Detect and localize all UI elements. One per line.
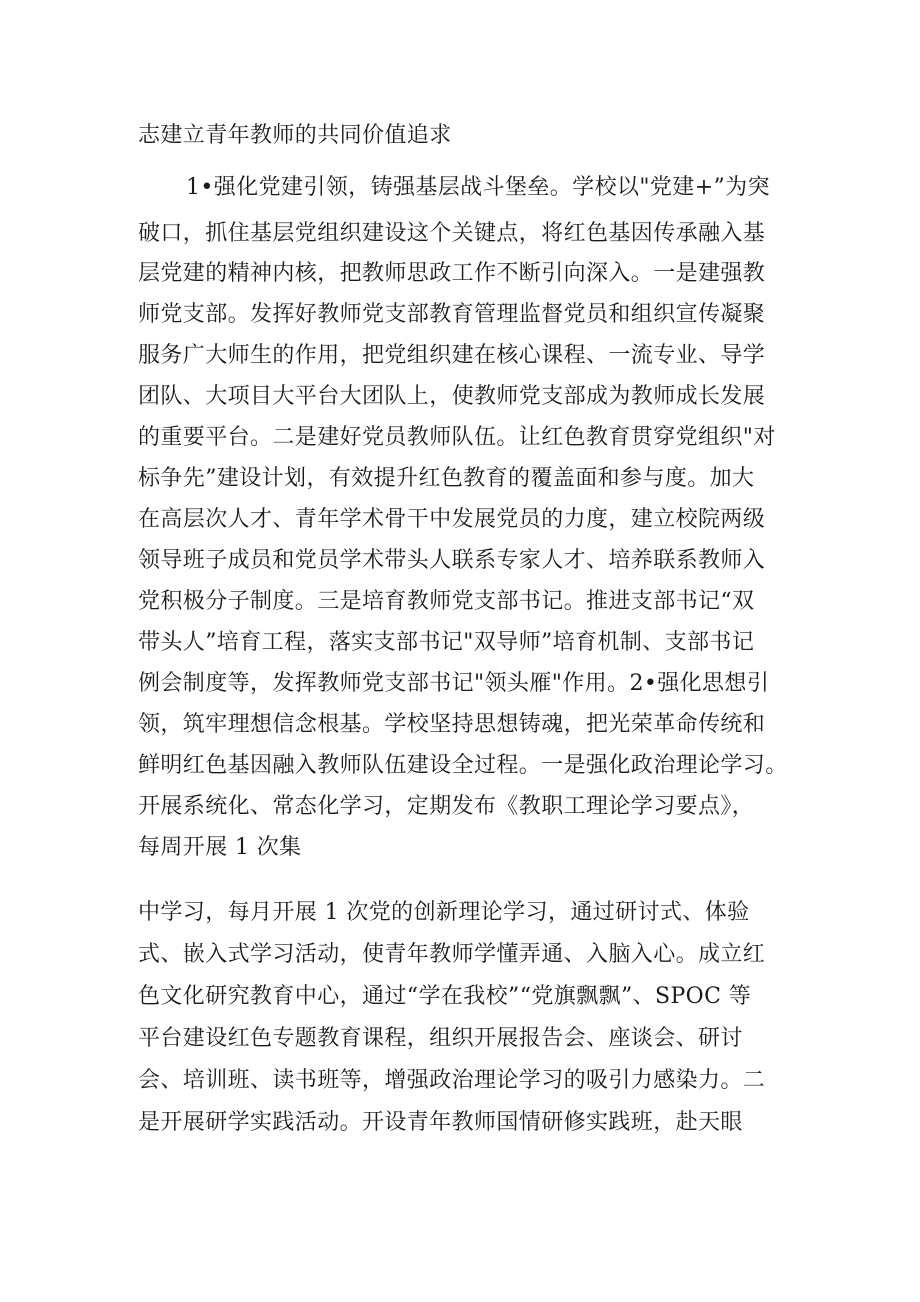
text-line: 色文化研究教育中心，通过“学在我校”“党旗飘飘”、SPOC 等 (138, 984, 752, 1009)
text-line: 破口，抓住基层党组织建设这个关键点，将红色基因传承融入基 (138, 221, 766, 246)
text-line: 会、培训班、读书班等，增强政治理论学习的吸引力感染力。二 (138, 1068, 766, 1093)
text-line: 例会制度等，发挥教师党支部书记"领头雁"作用。2•强化思想引 (138, 671, 770, 696)
text-line: 带头人”培育工程，落实支部书记"双导师”培育机制、支部书记 (138, 630, 755, 655)
text-line: 鲜明红色基因融入教师队伍建设全过程。一是强化政治理论学习。 (138, 753, 788, 778)
text-line: 在高层次人才、青年学术骨干中发展党员的力度，建立校院两级 (138, 507, 766, 532)
text-line: 1•强化党建引领，铸强基层战斗堡垒。学校以"党建+”为突 (186, 175, 770, 200)
text-line: 领导班子成员和党员学术带头人联系专家人才、培养联系教师入 (138, 548, 766, 573)
text-line: 层党建的精神内核，把教师思政工作不断引向深入。一是建强教 (138, 261, 766, 286)
text-line: 每周开展 1 次集 (138, 835, 302, 860)
text-line: 中学习，每月开展 1 次党的创新理论学习，通过研讨式、体验 (138, 900, 750, 925)
text-line: 服务广大师生的作用，把党组织建在核心课程、一流专业、导学 (138, 343, 766, 368)
text-line: 式、嵌入式学习活动，使青年教师学懂弄通、入脑入心。成立红 (138, 942, 766, 967)
text-line: 平台建设红色专题教育课程，组织开展报告会、座谈会、研讨 (138, 1026, 743, 1051)
text-line: 领，筑牢理想信念根基。学校坚持思想铸魂，把光荣革命传统和 (138, 712, 766, 737)
text-line: 开展系统化、常态化学习，定期发布《教职工理论学习要点》， (138, 794, 755, 819)
text-line: 是开展研学实践活动。开设青年教师国情研修实践班，赴天眼 (138, 1110, 743, 1135)
text-line: 团队、大项目大平台大团队上，使教师党支部成为教师成长发展 (138, 384, 766, 409)
text-line: 标争先”建设计划，有效提升红色教育的覆盖面和参与度。加大 (138, 466, 755, 491)
text-line: 师党支部。发挥好教师党支部教育管理监督党员和组织宣传凝聚 (138, 302, 766, 327)
text-line: 志建立青年教师的共同价值追求 (138, 123, 452, 148)
text-line: 的重要平台。二是建好党员教师队伍。让红色教育贯穿党组织"对 (138, 425, 776, 450)
text-line: 党积极分子制度。三是培育教师党支部书记。推进支部书记“双 (138, 589, 755, 614)
